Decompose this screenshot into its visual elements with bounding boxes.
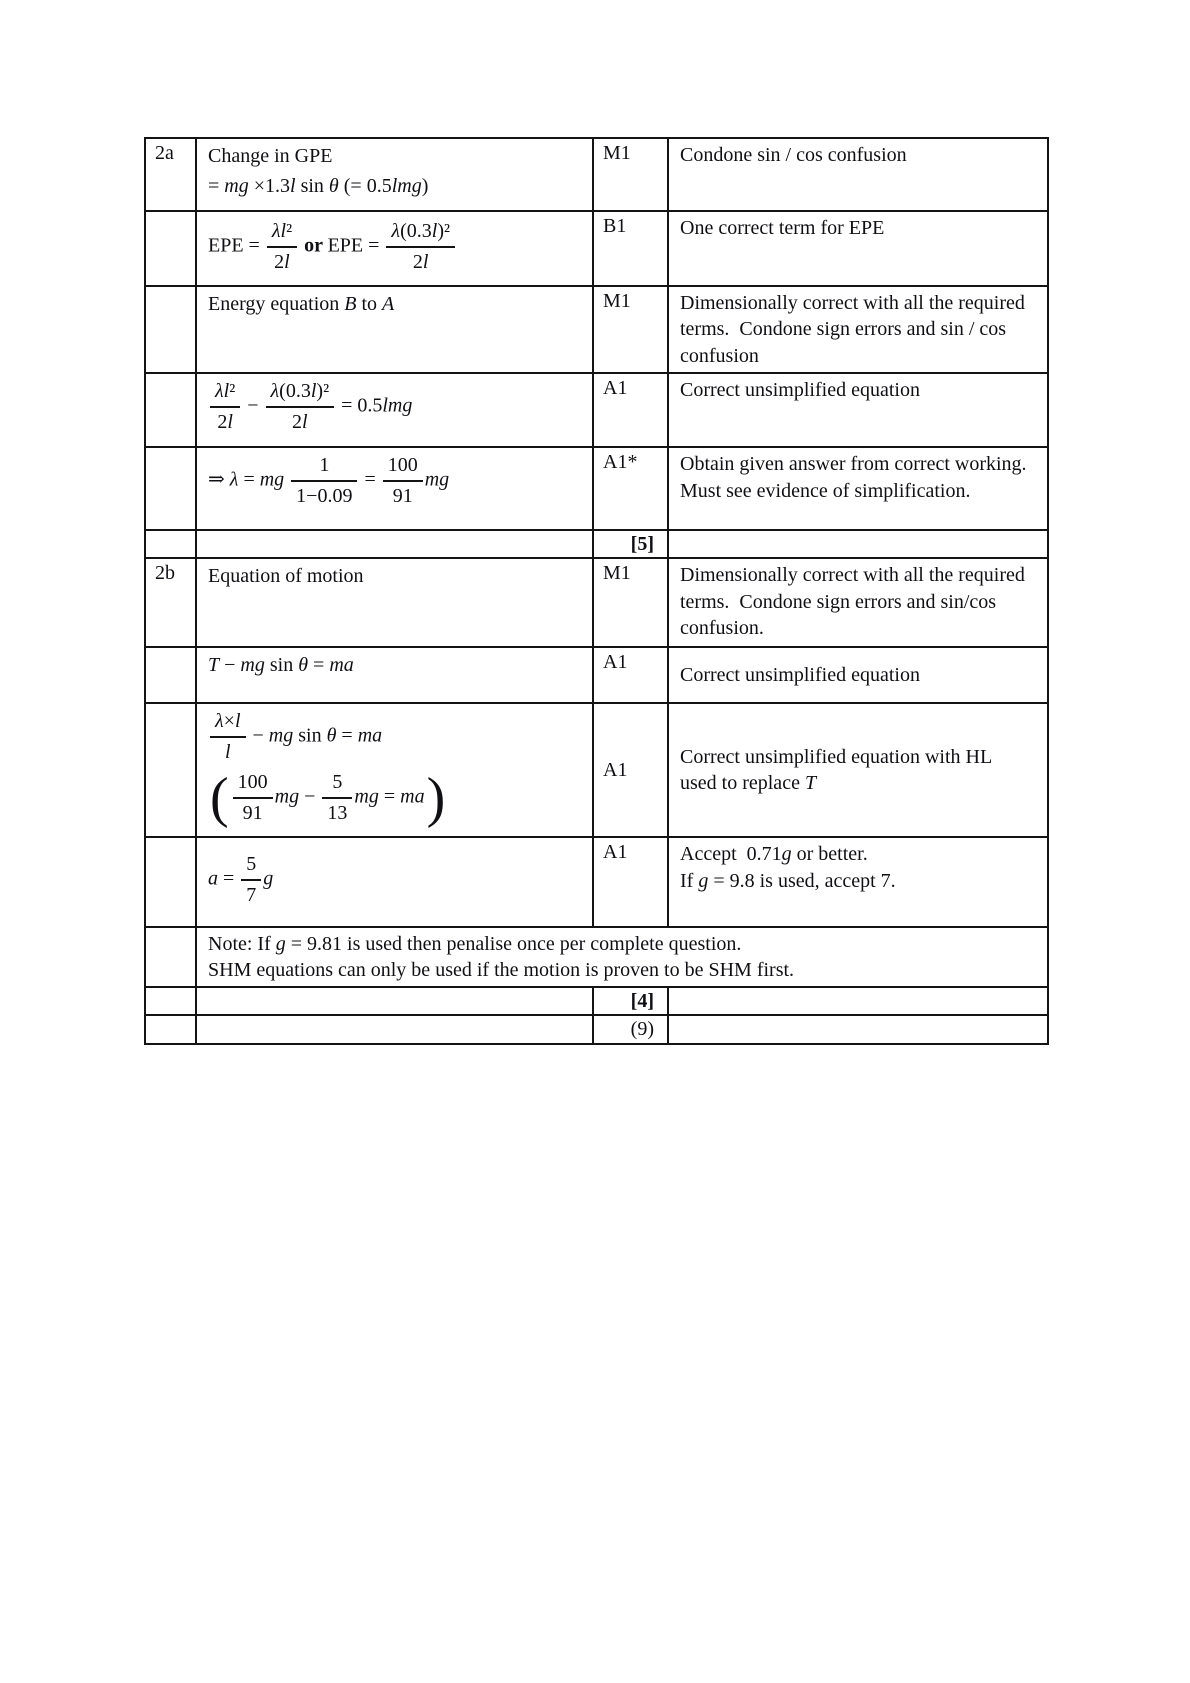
mark-cell: M1 xyxy=(593,558,668,647)
comment-cell xyxy=(668,837,1048,927)
working-line xyxy=(208,454,584,508)
table-row xyxy=(145,837,1048,927)
text-run: Correct unsimplified equation xyxy=(680,663,920,686)
text-run: Dimensionally correct with all the required terms. Condone sign errors and sin / cos confusion xyxy=(680,292,1025,367)
text-run: l xyxy=(422,250,429,273)
comment-cell xyxy=(668,138,1048,211)
text-run: θ xyxy=(326,724,337,747)
note-cell xyxy=(196,927,1048,987)
text-run: ma xyxy=(400,785,425,808)
fraction xyxy=(208,710,248,764)
text-run: Condone sin / cos confusion xyxy=(680,144,907,166)
text-run: − xyxy=(247,724,269,747)
working-cell xyxy=(196,703,593,837)
text-run: = 0.5 xyxy=(336,394,383,417)
text-run: to xyxy=(356,293,383,315)
text-run: sin xyxy=(264,654,299,677)
question-cell xyxy=(145,373,196,447)
fraction xyxy=(208,380,242,434)
text-run: = xyxy=(308,654,330,677)
question-cell xyxy=(145,211,196,286)
question-cell xyxy=(145,837,196,927)
question-cell xyxy=(145,927,196,987)
mark-scheme-table xyxy=(144,137,1049,1045)
text-run: 1 xyxy=(319,454,330,477)
text-run: θ xyxy=(328,175,339,197)
mark-tally-cell: [4] xyxy=(593,987,668,1015)
text-run: λl xyxy=(215,380,230,403)
text-run: A xyxy=(382,293,395,315)
text-run: λl xyxy=(271,219,287,242)
fraction-numerator xyxy=(322,771,352,799)
text-run: Dimensionally correct with all the required terms. Condone sign errors and sin/cos confusion. xyxy=(680,564,1025,639)
text-run: a xyxy=(208,867,218,890)
mark-cell: M1 xyxy=(593,286,668,373)
fraction-denominator xyxy=(322,799,352,825)
working-cell xyxy=(196,837,593,927)
working-cell xyxy=(196,138,593,211)
text-run: ×1.3 xyxy=(248,175,291,197)
comment-line xyxy=(680,662,1031,688)
comment-line xyxy=(680,451,1031,504)
text-run: mg xyxy=(240,654,265,677)
fraction-denominator xyxy=(241,881,261,907)
text-run: l xyxy=(431,219,438,242)
working-line xyxy=(208,220,584,274)
working-line: ( $\frac{100}{91}$ mg − $\frac{5}{13}$ mg = ma) xyxy=(210,767,446,830)
text-run: − xyxy=(242,394,264,417)
comment-line xyxy=(680,841,1031,867)
comment-cell xyxy=(668,211,1048,286)
fraction-denominator xyxy=(267,248,297,274)
text-run: lmg xyxy=(391,175,422,197)
question-cell xyxy=(145,987,196,1015)
working-line xyxy=(208,710,584,764)
mark-cell: A1 xyxy=(593,647,668,703)
working-cell xyxy=(196,447,593,530)
text-run: sin xyxy=(293,724,327,747)
text-run: Equation of motion xyxy=(208,565,364,588)
text-run: 100 xyxy=(387,454,418,477)
text-run: mg xyxy=(274,785,300,808)
working-cell xyxy=(196,1015,593,1044)
fraction-denominator xyxy=(383,482,423,508)
working-line xyxy=(208,565,584,588)
mark-cell: A1 xyxy=(593,837,668,927)
working-cell xyxy=(196,987,593,1015)
comment-line xyxy=(680,215,1031,241)
text-run: 5 xyxy=(246,853,257,876)
text-run: = 9.8 is used, accept 7. xyxy=(708,869,896,892)
text-run: = xyxy=(238,468,260,491)
fraction xyxy=(265,220,299,274)
text-run: EPE = xyxy=(327,234,385,257)
mark-cell: A1 xyxy=(593,703,668,837)
text-run: = 9.81 is used then penalise once per complete question. xyxy=(285,933,742,956)
text-run: l xyxy=(290,175,296,197)
text-run: lmg xyxy=(382,394,413,417)
fraction-denominator xyxy=(210,738,246,764)
fraction-denominator xyxy=(233,799,273,825)
comment-cell xyxy=(668,286,1048,373)
mark-tally-cell: (9) xyxy=(593,1015,668,1044)
text-run: Correct unsimplified equation with HL used to replace xyxy=(680,745,992,795)
question-cell xyxy=(145,558,196,647)
mark-tally-cell: [5] xyxy=(593,530,668,558)
comment-cell xyxy=(668,447,1048,530)
text-run: Accept 0.71 xyxy=(680,843,782,866)
text-run: or better. xyxy=(791,843,868,866)
text-run: λ xyxy=(215,710,224,733)
text-run: = xyxy=(218,867,240,890)
text-run: l xyxy=(234,710,241,733)
text-run: sin xyxy=(295,175,329,197)
question-number: 2b xyxy=(155,562,175,585)
text-run: T xyxy=(804,772,817,795)
text-run: Obtain given answer from correct working. Must see evidence of simplification. xyxy=(680,453,1027,502)
text-run: Note: If xyxy=(208,933,276,956)
mark-cell: M1 xyxy=(593,138,668,211)
comment-line xyxy=(680,868,1031,894)
mark-cell: A1* xyxy=(593,447,668,530)
working-line xyxy=(208,293,584,316)
note-line xyxy=(208,931,1037,957)
working-line xyxy=(208,175,584,198)
text-run: 2 xyxy=(274,250,285,273)
comment-line xyxy=(680,562,1031,641)
text-run: Change in GPE xyxy=(208,145,333,167)
text-run: − xyxy=(299,785,321,808)
text-run: = xyxy=(359,468,381,491)
text-run: λ xyxy=(270,380,280,403)
comment-cell xyxy=(668,558,1048,647)
mark-scheme-rows xyxy=(145,138,1048,1044)
fraction-denominator xyxy=(386,248,455,274)
comment-line xyxy=(680,377,1031,403)
text-run: g xyxy=(263,867,274,890)
text-run: 13 xyxy=(327,802,348,825)
working-line xyxy=(208,654,584,677)
question-cell xyxy=(145,138,196,211)
text-run: If xyxy=(680,869,699,892)
question-cell xyxy=(145,647,196,703)
text-run: ma xyxy=(329,654,354,677)
comment-line xyxy=(680,744,1031,797)
note-line xyxy=(208,957,1037,983)
fraction xyxy=(264,380,337,434)
fraction-numerator xyxy=(386,220,455,248)
fraction-denominator xyxy=(291,482,357,508)
fraction-numerator xyxy=(233,771,273,799)
fraction-numerator xyxy=(267,220,297,248)
working-cell xyxy=(196,647,593,703)
text-run: One correct term for EPE xyxy=(680,217,885,239)
table-row xyxy=(145,703,1048,837)
text-run: λ xyxy=(391,219,401,242)
comment-line xyxy=(680,142,1031,168)
text-run: (0.3 xyxy=(400,219,432,242)
text-run: ) xyxy=(421,175,429,197)
text-run: l xyxy=(227,411,233,434)
text-run: 100 xyxy=(237,771,268,794)
text-run: 5 xyxy=(332,771,343,794)
text-run: Correct unsimplified equation xyxy=(680,379,920,402)
text-run: g xyxy=(275,933,286,956)
working-cell xyxy=(196,530,593,558)
fraction xyxy=(320,771,354,825)
text-run: mg xyxy=(354,785,379,808)
text-run: mg xyxy=(224,175,249,197)
text-run: 2 xyxy=(292,411,302,434)
text-run: EPE = xyxy=(208,234,265,257)
fraction xyxy=(381,454,425,508)
text-run: = xyxy=(208,175,225,197)
text-run: ² xyxy=(286,219,293,242)
working-cell xyxy=(196,286,593,373)
fraction-denominator xyxy=(266,408,335,434)
comment-cell xyxy=(668,703,1048,837)
text-run: )² xyxy=(316,380,330,403)
mark-cell: B1 xyxy=(593,211,668,286)
text-run: g xyxy=(698,869,709,892)
text-run: ⇒ xyxy=(208,468,230,491)
question-cell xyxy=(145,447,196,530)
working-line xyxy=(208,853,584,907)
working-cell xyxy=(196,373,593,447)
text-run: 7 xyxy=(246,884,257,907)
fraction-numerator xyxy=(241,853,261,881)
comment-line xyxy=(680,290,1031,369)
working-line xyxy=(208,380,584,434)
text-run: g xyxy=(781,843,792,866)
comment-cell xyxy=(668,1015,1048,1044)
mark-cell: A1 xyxy=(593,373,668,447)
question-number: 2a xyxy=(155,142,174,164)
text-run: (= 0.5 xyxy=(338,175,392,197)
fraction-numerator xyxy=(210,380,240,408)
text-run: = xyxy=(336,724,358,747)
text-run: l xyxy=(224,741,231,764)
table-row xyxy=(145,211,1048,286)
question-cell xyxy=(145,286,196,373)
table-row xyxy=(145,373,1048,447)
text-run: or xyxy=(299,234,328,257)
fraction-denominator xyxy=(210,408,240,434)
fraction-numerator xyxy=(210,710,246,738)
fraction-numerator xyxy=(383,454,423,482)
fraction xyxy=(239,853,263,907)
table-row xyxy=(145,530,1048,558)
text-run: × xyxy=(223,710,235,733)
text-run: B xyxy=(344,293,357,315)
table-row xyxy=(145,987,1048,1015)
text-run: Energy equation xyxy=(208,293,345,315)
table-row xyxy=(145,138,1048,211)
table-row xyxy=(145,927,1048,987)
working-cell xyxy=(196,211,593,286)
table-row xyxy=(145,1015,1048,1044)
text-run: 91 xyxy=(392,485,413,508)
text-run: l xyxy=(302,411,308,434)
question-cell xyxy=(145,1015,196,1044)
question-cell xyxy=(145,530,196,558)
working-cell xyxy=(196,558,593,647)
text-run: 91 xyxy=(242,802,263,825)
table-row xyxy=(145,558,1048,647)
text-run: mg xyxy=(268,724,294,747)
text-run: λ xyxy=(229,468,239,491)
comment-cell xyxy=(668,987,1048,1015)
working-line xyxy=(208,145,584,168)
fraction-numerator xyxy=(291,454,357,482)
text-run: ² xyxy=(229,380,236,403)
text-run: SHM equations can only be used if the motion is proven to be SHM first. xyxy=(208,959,795,982)
comment-cell xyxy=(668,530,1048,558)
comment-cell xyxy=(668,373,1048,447)
text-run: 2 xyxy=(412,250,423,273)
text-run: θ xyxy=(298,654,309,677)
table-row xyxy=(145,647,1048,703)
text-run: 1−0.09 xyxy=(296,485,353,508)
text-run: 2 xyxy=(217,411,228,434)
text-run: (0.3 xyxy=(279,380,311,403)
fraction xyxy=(289,454,359,508)
fraction xyxy=(231,771,275,825)
fraction xyxy=(384,220,457,274)
table-row xyxy=(145,286,1048,373)
fraction-numerator xyxy=(266,380,335,408)
text-run: T xyxy=(208,654,220,677)
text-run: = xyxy=(378,785,401,808)
text-run: l xyxy=(284,250,290,273)
text-run: mg xyxy=(259,468,285,491)
text-run: − xyxy=(219,654,241,677)
text-run: l xyxy=(310,380,317,403)
text-run: mg xyxy=(424,468,450,491)
text-run: ma xyxy=(357,724,383,747)
comment-cell xyxy=(668,647,1048,703)
table-row xyxy=(145,447,1048,530)
question-cell xyxy=(145,703,196,837)
text-run: )² xyxy=(437,219,450,242)
